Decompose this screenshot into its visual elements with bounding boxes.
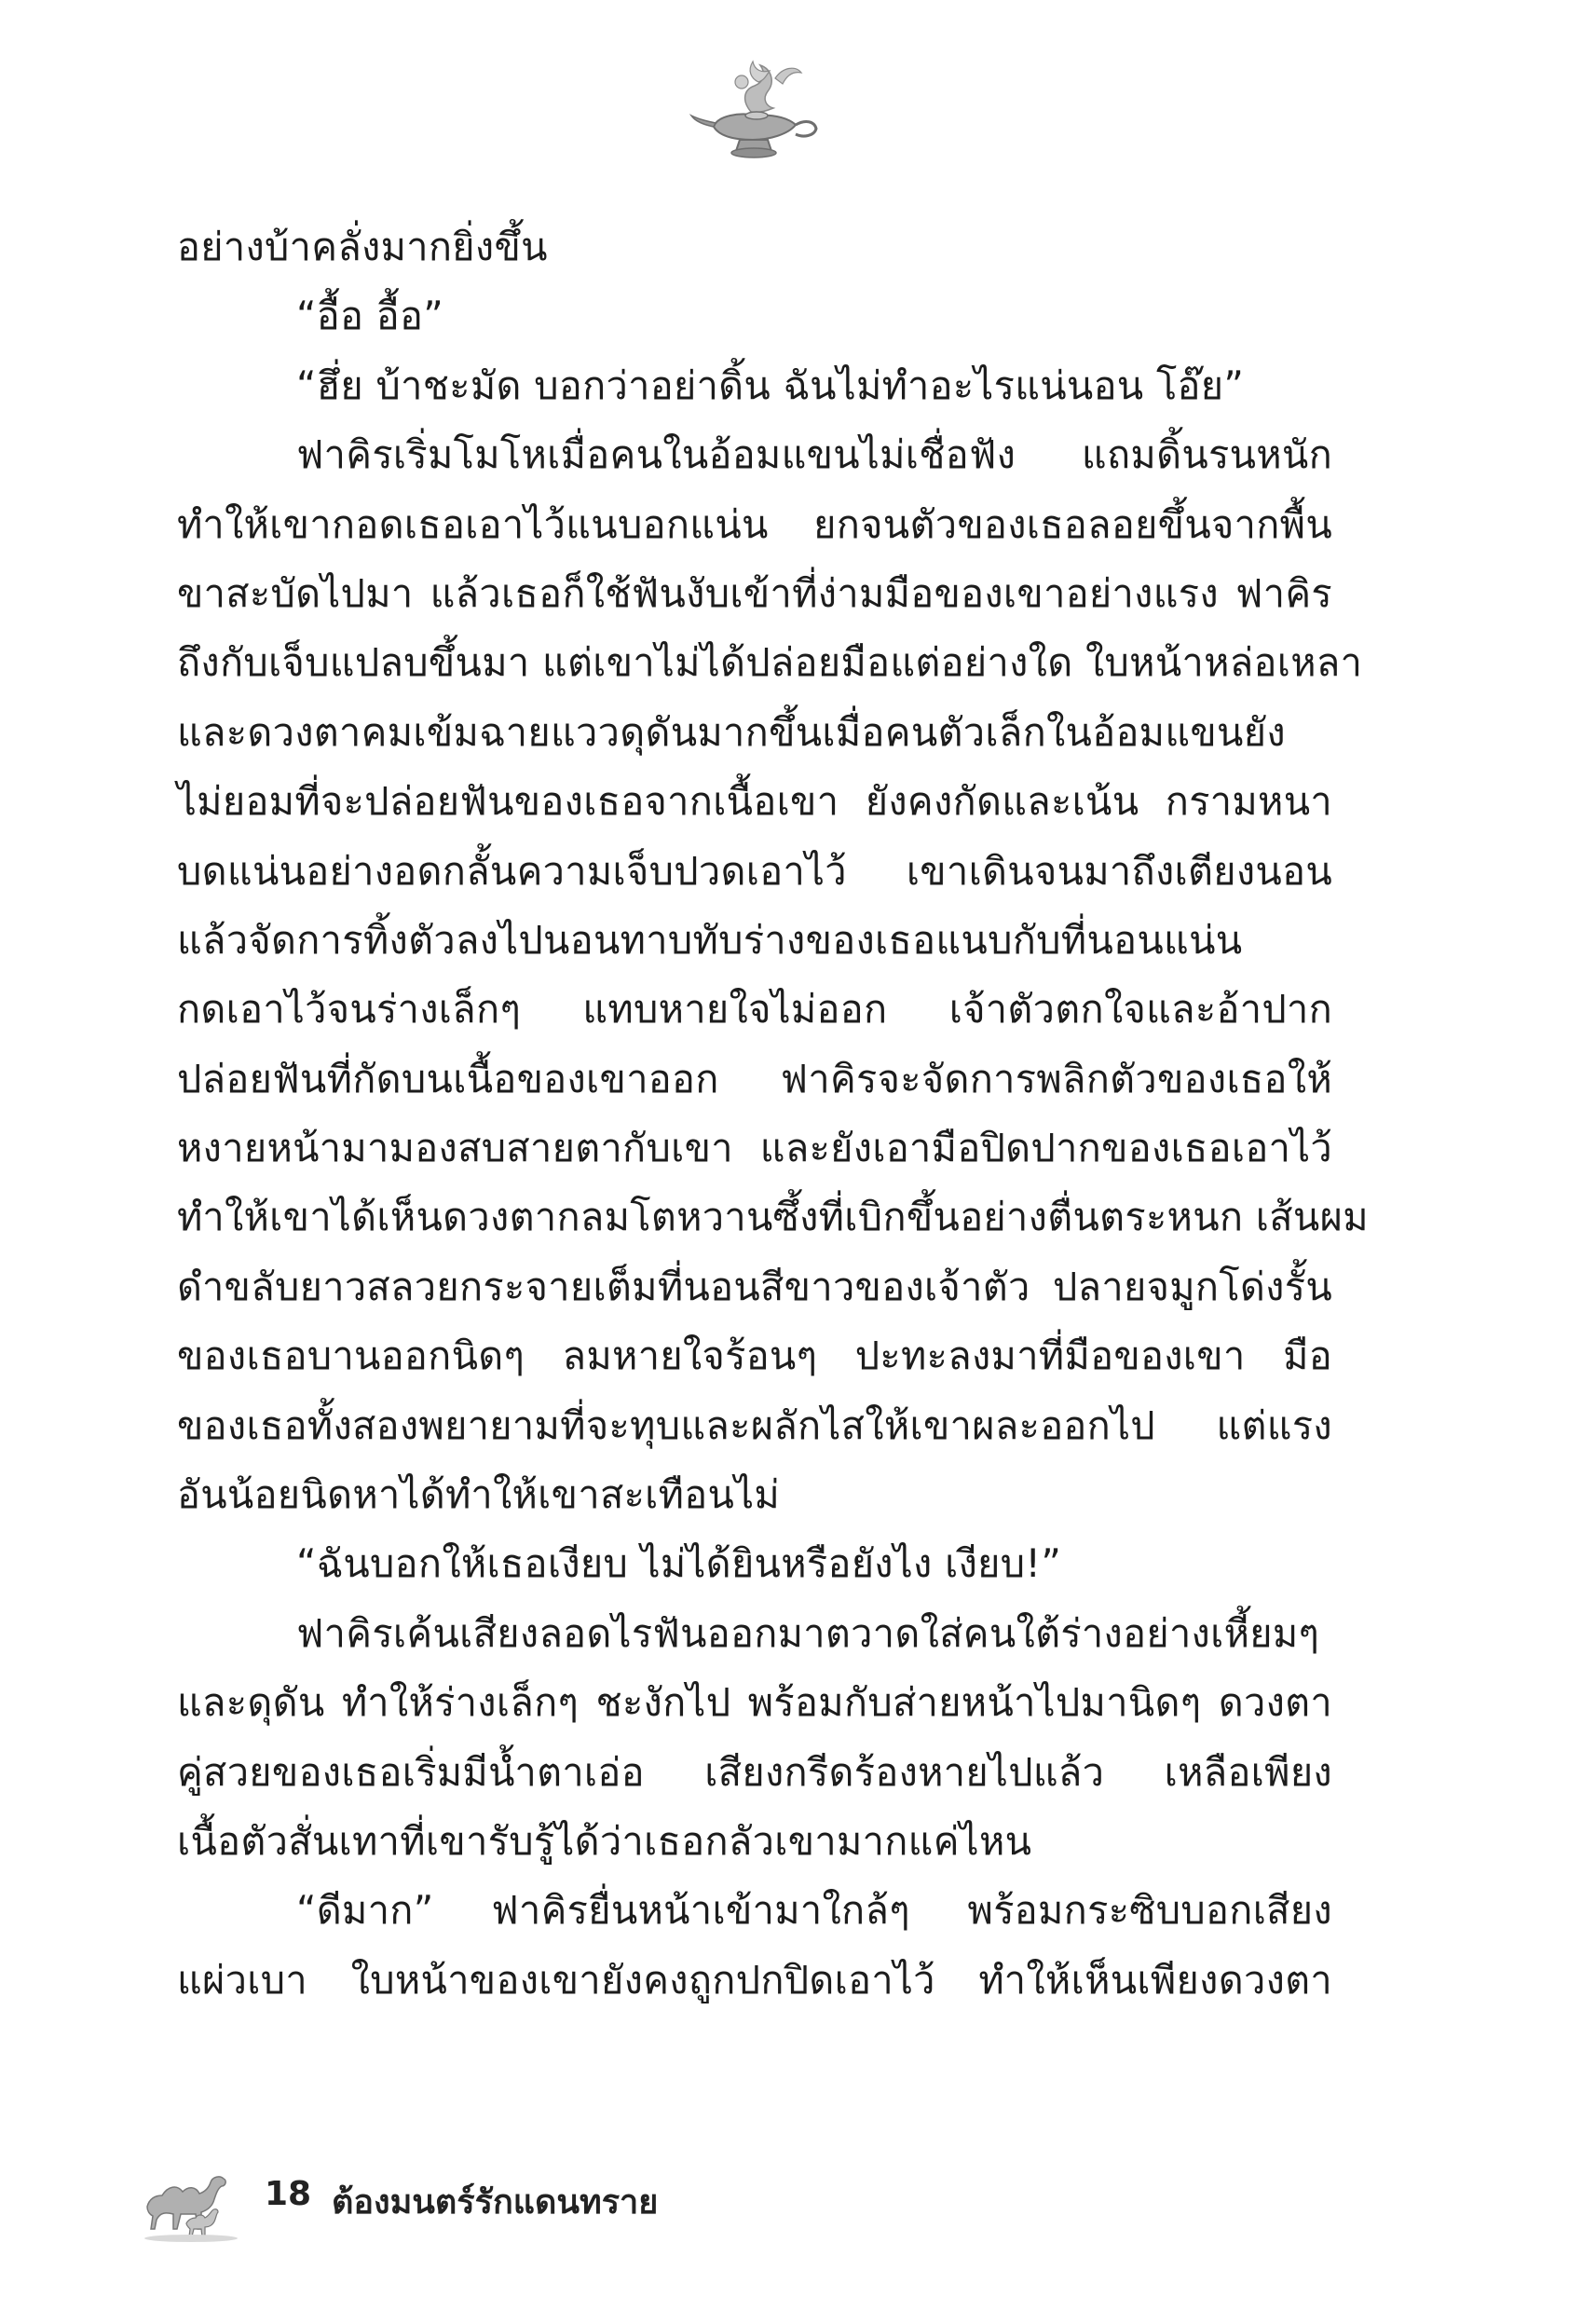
text-line: “ดีมาก” ฟาคิรยื่นหน้าเข้ามาใกล้ๆ พร้อมกระซิบบอกเสียง [296,1887,1332,1934]
page-number: 18 [265,2175,312,2213]
book-title: ต้องมนตร์รักแดนทราย [332,2183,659,2222]
text-line: อย่างบ้าคลั่งมากยิ่งขึ้น [177,224,548,269]
text-line: คู่สวยของเธอเริ่มมีน้ำตาเอ่อ เสียงกรีดร้องหายไปแล้ว เหลือเพียง [177,1748,1332,1795]
text-line: เนื้อตัวสั่นเทาที่เขารับรู้ได้ว่าเธอกลัวเขามากแค่ไหน [177,1817,1032,1864]
text-line: กดเอาไว้จนร่างเล็กๆ แทบหายใจไม่ออก เจ้าตัวตกใจและอ้าปาก [177,986,1332,1032]
page-footer [140,2154,978,2248]
text-line: บดแน่นอย่างอดกลั้นความเจ็บปวดเอาไว้ เขาเดินจนมาถึงเตียงนอน [177,847,1332,894]
genie-lamp-icon [686,54,825,166]
text-line: ขาสะบัดไปมา แล้วเธอก็ใช้ฟันงับเข้าที่ง่ามมือของเขาอย่างแรง ฟาคิร [177,569,1332,616]
body-text [177,212,1369,2015]
text-line: ฟาคิรเริ่มโมโหเมื่อคนในอ้อมแขนไม่เชื่อฟัง แถมดิ้นรนหนัก [296,431,1332,478]
text-line: ไม่ยอมที่จะปล่อยฟันของเธอจากเนื้อเขา ยังคงกัดและเน้น กรามหนา [177,778,1332,825]
text-line: “อื้อ อื้อ” [296,293,443,339]
text-line: และดุดัน ทำให้ร่างเล็กๆ ชะงักไป พร้อมกับส่ายหน้าไปมานิดๆ ดวงตา [177,1679,1332,1726]
text-line: ทำให้เขาได้เห็นดวงตากลมโตหวานซึ้งที่เบิกขึ้นอย่างตื่นตระหนก เส้นผม [177,1194,1369,1240]
text-line: ถึงกับเจ็บแปลบขึ้นมา แต่เขาไม่ได้ปล่อยมือแต่อย่างใด ใบหน้าหล่อเหลา [177,639,1363,686]
text-line: “ฮึ่ย บ้าชะมัด บอกว่าอย่าดิ้น ฉันไม่ทำอะไรแน่นอน โอ๊ย” [296,362,1245,408]
text-line: ทำให้เขากอดเธอเอาไว้แนบอกแน่น ยกจนตัวของเธอลอยขึ้นจากพื้น [177,500,1332,547]
text-line: ปล่อยฟันที่กัดบนเนื้อของเขาออก ฟาคิรจะจัดการพลิกตัวของเธอให้ [177,1055,1332,1101]
camel-icon [140,2154,242,2243]
text-line: และดวงตาคมเข้มฉายแววดุดันมากขึ้นเมื่อคนตัวเล็กในอ้อมแขนยัง [177,708,1286,755]
text-line: แล้วจัดการทิ้งตัวลงไปนอนทาบทับร่างของเธอแนบกับที่นอนแน่น [177,916,1243,963]
text-line: หงายหน้ามามองสบสายตากับเขา และยังเอามือปิดปากของเธอเอาไว้ [177,1125,1332,1171]
text-line: ฟาคิรเค้นเสียงลอดไรฟันออกมาตวาดใส่คนใต้ร่างอย่างเหี้ยมๆ [296,1609,1320,1656]
text-line: ดำขลับยาวสลวยกระจายเต็มที่นอนสีขาวของเจ้าตัว ปลายจมูกโด่งรั้น [177,1263,1332,1309]
text-line: อันน้อยนิดหาได้ทำให้เขาสะเทือนไม่ [177,1471,781,1518]
text-line: ของเธอบานออกนิดๆ ลมหายใจร้อนๆ ปะทะลงมาที่มือของเขา มือ [177,1333,1332,1379]
text-line: “ฉันบอกให้เธอเงียบ ไม่ได้ยินหรือยังไง เงียบ!” [296,1540,1062,1587]
text-line: ของเธอทั้งสองพยายามที่จะทุบและผลักไสให้เขาผละออกไป แต่แรง [177,1402,1332,1448]
text-line: แผ่วเบา ใบหน้าของเขายังคงถูกปกปิดเอาไว้ ทำให้เห็นเพียงดวงตา [177,1956,1332,2003]
